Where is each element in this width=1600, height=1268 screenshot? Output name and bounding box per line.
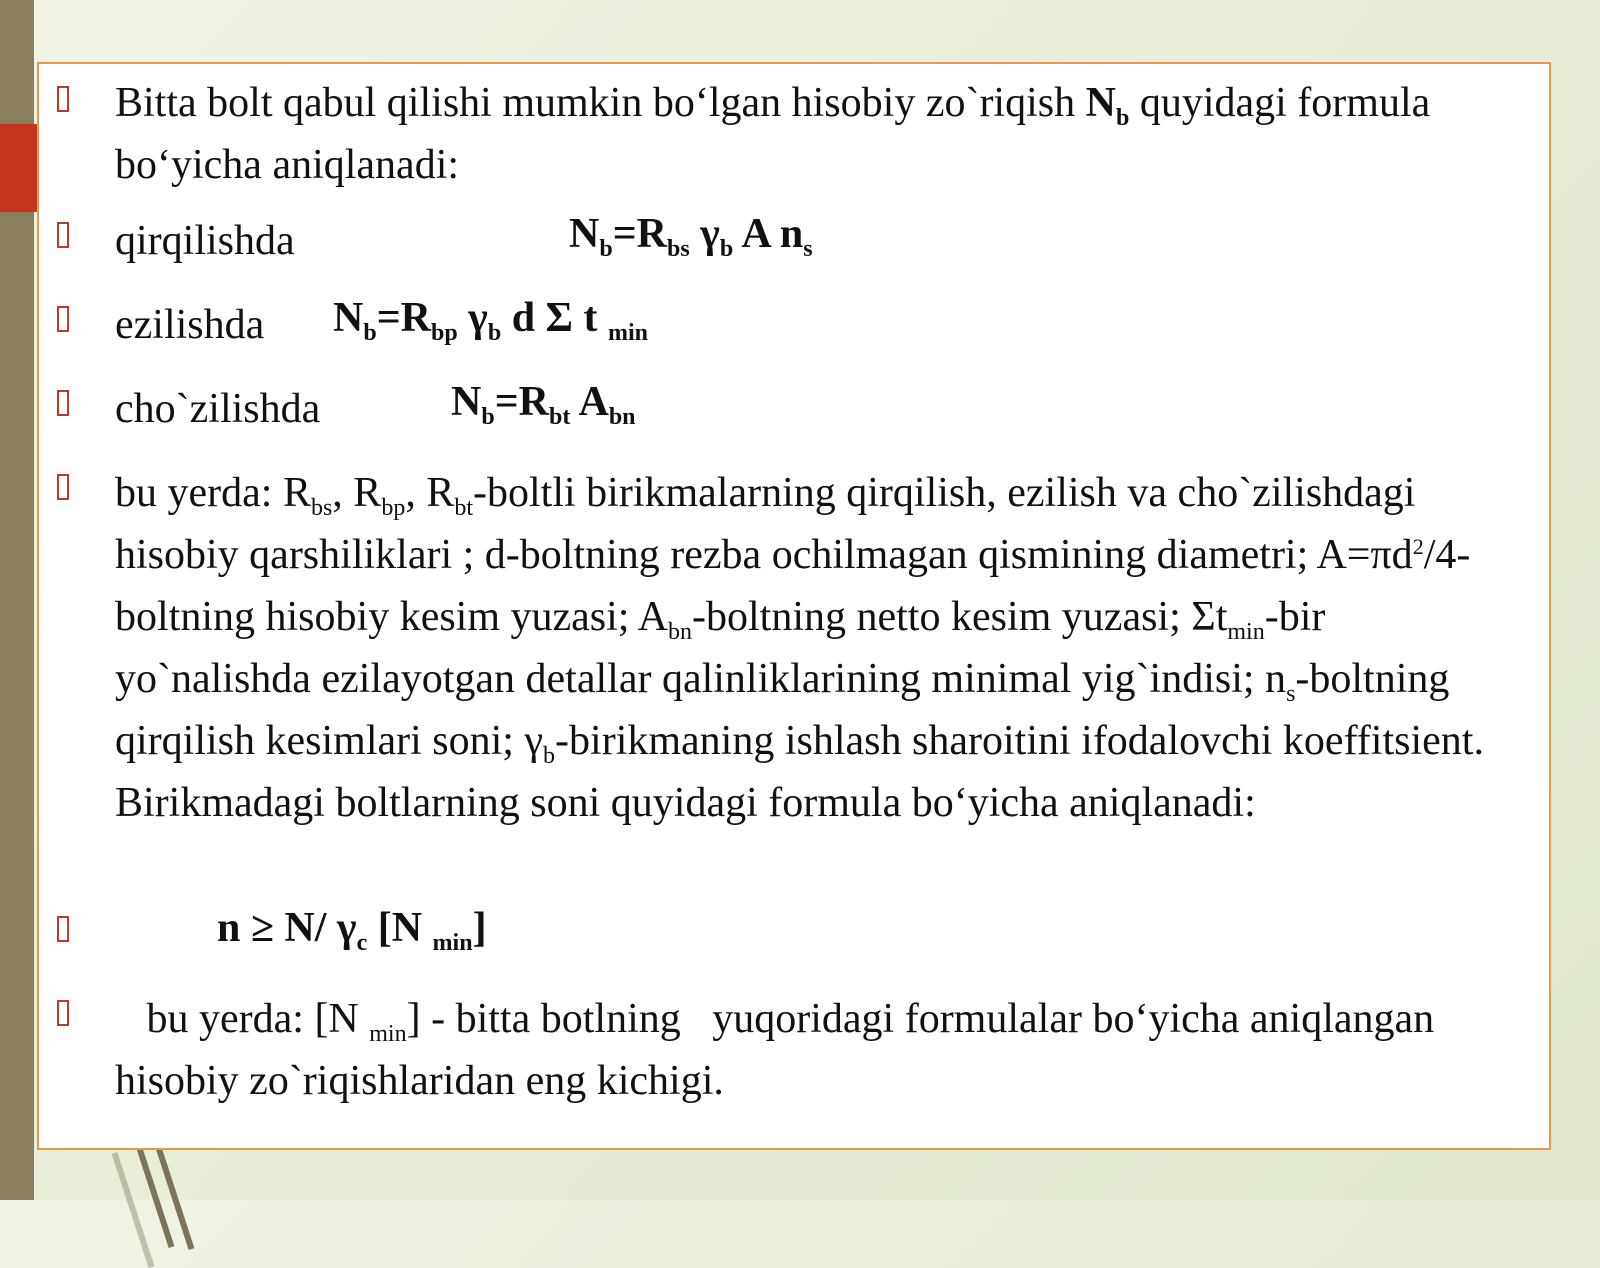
bullet-icon [57, 306, 69, 332]
intro-text-end: quyidagi formula bo‘yicha aniqlanadi: [115, 80, 1431, 188]
bullet-icon [57, 474, 69, 500]
bullet-icon [57, 390, 69, 416]
last-paragraph: bu yerda: [N $_{min}$] - bitta botlning yuqoridagi formulalar bo‘yicha aniqlangan hisobiy zo`riqishlaridan eng kichigi. [115, 996, 1445, 1104]
intro-text: Bitta bolt qabul qilishi mumkin bo‘lgan hisobiy zo`riqish [115, 80, 1086, 126]
bullet-icon [57, 86, 69, 112]
shear-formula: $N_b=R_{bs}$ $\gamma_b$ A $n_s$ [569, 211, 813, 262]
slide-content-box [37, 62, 1551, 1150]
tension-label: cho`zilishda [115, 386, 321, 432]
where-paragraph: bu yerda: $R_{bs}$, $R_{bp}$, $R_{bt}$-boltli birikmalarning qirqilish, ezilish va cho`zilishdagi hisobiy qarshiliklari ; d-boltning rezba ochilmagan qismining diametri; $A=\pi d^2/4$-boltning hisobiy kesim yuzasi; $A_{bn}$-boltning netto kesim yuzasi; $\Sigma t_{min}$-bir yo`nalishda ezilayotgan detallar qalinliklarining minimal yig`indisi; $n_s$-boltning qirqilish kesimlari soni; $\gamma_b$-birikmaning ishlash sharoitini ifodalovchi koeffitsient. Birikmadagi boltlarning soni quyidagi formula bo‘yicha aniqlanadi: [115, 470, 1484, 826]
decorative-stripe [152, 1134, 195, 1250]
crush-formula: $N_b=R_{bp}$ $\gamma_b$ d Σ t $_{min}$ [333, 295, 649, 346]
bullet-icon [57, 222, 69, 248]
nb-symbol: N [1085, 80, 1116, 126]
bullet-icon [57, 1000, 69, 1026]
nb-subscript: b [1115, 105, 1130, 131]
intro-paragraph [115, 72, 1523, 196]
shear-label: qirqilishda [115, 218, 295, 264]
bullet-icon [57, 916, 69, 942]
crush-label: ezilishda [115, 302, 265, 348]
bolt-count-formula: n ≥ N/ $\gamma_c$ [N $_{min}$] [217, 905, 487, 956]
tension-formula: $N_b=R_{bt}$ $A_{bn}$ [451, 379, 636, 430]
left-red-accent [0, 124, 37, 212]
